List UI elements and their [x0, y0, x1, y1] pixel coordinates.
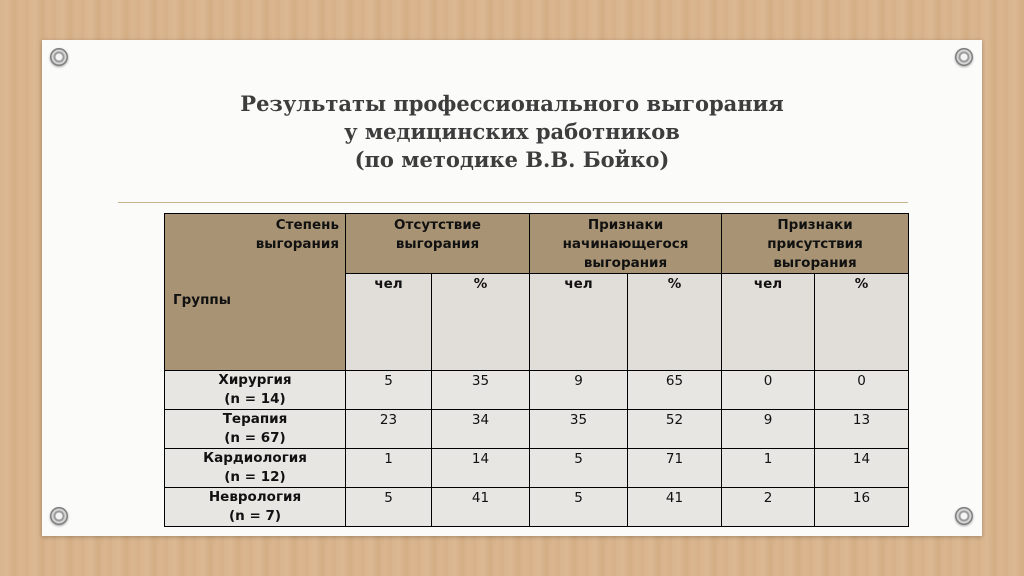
value-cell: 71 [628, 449, 722, 488]
value-cell: 0 [722, 371, 815, 410]
value-cell: 1 [346, 449, 432, 488]
table-row [165, 371, 909, 410]
value-cell: 5 [346, 488, 432, 527]
subheader-cell: % [815, 274, 909, 371]
value-cell: 34 [432, 410, 530, 449]
value-cell: 41 [628, 488, 722, 527]
value-cell: 13 [815, 410, 909, 449]
value-cell: 14 [432, 449, 530, 488]
value-cell: 9 [722, 410, 815, 449]
pin-icon [955, 48, 973, 66]
value-cell: 0 [815, 371, 909, 410]
subheader-cell: % [628, 274, 722, 371]
value-cell: 35 [432, 371, 530, 410]
header-present-burnout: Признаки присутствия выгорания [722, 214, 909, 274]
value-cell: 52 [628, 410, 722, 449]
corner-header-cell [165, 214, 346, 371]
value-cell: 35 [530, 410, 628, 449]
value-cell: 65 [628, 371, 722, 410]
group-cell: Хирургия (n = 14) [165, 371, 346, 410]
value-cell: 16 [815, 488, 909, 527]
pin-icon [50, 507, 68, 525]
value-cell: 1 [722, 449, 815, 488]
value-cell: 5 [346, 371, 432, 410]
groups-label: Группы [173, 292, 231, 308]
value-cell: 14 [815, 449, 909, 488]
group-cell: Неврология (n = 7) [165, 488, 346, 527]
table-row [165, 488, 909, 527]
subheader-cell: чел [722, 274, 815, 371]
title-divider [118, 202, 908, 203]
slide [42, 40, 982, 536]
title-line-3: (по методике В.В. Бойко) [354, 147, 670, 172]
group-cell: Терапия (n = 67) [165, 410, 346, 449]
subheader-cell: чел [346, 274, 432, 371]
title-line-2: у медицинских работников [344, 119, 680, 144]
subheader-cell: чел [530, 274, 628, 371]
subheader-cell: % [432, 274, 530, 371]
degree-label: Степень выгорания [255, 217, 339, 252]
table-row [165, 449, 909, 488]
value-cell: 41 [432, 488, 530, 527]
value-cell: 5 [530, 488, 628, 527]
results-table [164, 213, 909, 527]
group-cell: Кардиология (n = 12) [165, 449, 346, 488]
slide-title [42, 90, 982, 174]
title-line-1: Результаты профессионального выгорания [240, 91, 784, 116]
pin-icon [955, 507, 973, 525]
value-cell: 2 [722, 488, 815, 527]
value-cell: 9 [530, 371, 628, 410]
value-cell: 23 [346, 410, 432, 449]
header-no-burnout: Отсутствие выгорания [346, 214, 530, 274]
value-cell: 5 [530, 449, 628, 488]
pin-icon [50, 48, 68, 66]
header-beginning-burnout: Признаки начинающегося выгорания [530, 214, 722, 274]
table-row [165, 410, 909, 449]
